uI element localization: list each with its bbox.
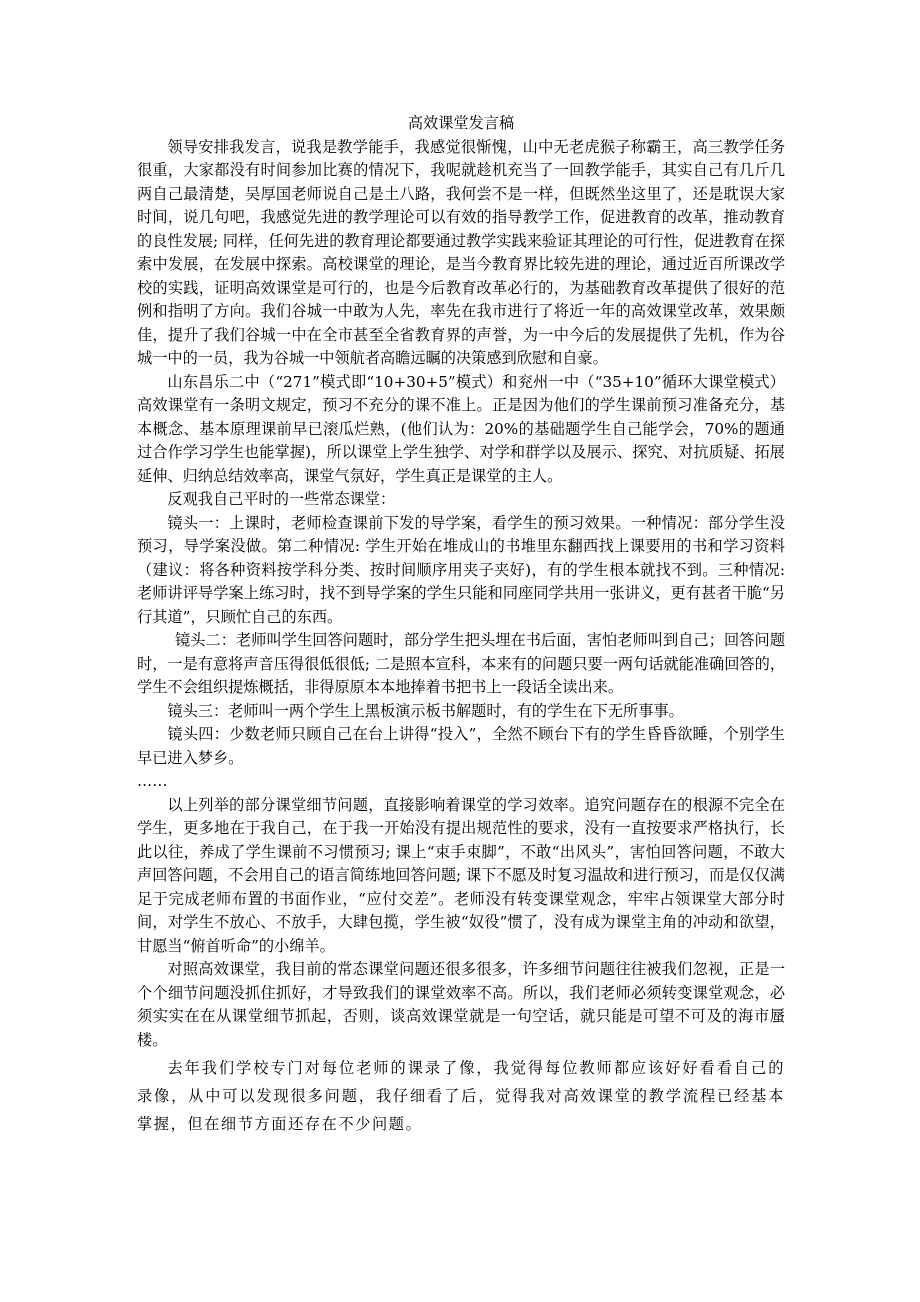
document-page — [137, 112, 785, 1138]
paragraph-reflection: 反观我自己平时的一些常态课堂： — [167, 490, 396, 508]
paragraph-scene-one: 镜头一：上课时，老师检查课前下发的导学案，看学生的预习效果。一种情况：部分学生没预习，导学案没做。第二种情况: 学生开始在堆成山的书堆里东翻西找上课要用的书和学习资料（建议：将各种资料按学科分类、按时间顺序用夹子夹好)，有的学生根本就找不到。三种情况: 老师讲评导学案上练习时，找不到导学案的学生只能和同座同学共用一张讲义，更有甚者干脆“另行其道”，只顾忙自己的东西。 — [137, 513, 785, 626]
paragraph-conclusion: 对照高效课堂，我目前的常态课堂问题还很多很多，许多细节问题往往被我们忽视，正是一个个细节问题没抓住抓好，才导致我们的课堂效率不高。所以，我们老师必须转变课堂观念，必须实实在在从课堂细节抓起，否则，谈高效课堂就是一句空话，就只能是可望不可及的海市蜃楼。 — [137, 960, 785, 1049]
paragraph-ellipsis: …… — [137, 772, 168, 790]
document-title: 高效课堂发言稿 — [407, 114, 515, 132]
paragraph-scene-three: 镜头三：老师叫一两个学生上黑板演示板书解题时，有的学生在下无所事事。 — [167, 701, 684, 720]
paragraph-analysis: 以上列举的部分课堂细节问题，直接影响着课堂的学习效率。追究问题存在的根源不完全在学生，更多地在于我自己，在于我一开始没有提出规范性的要求，没有一直按要求严格执行，长此以往，养成了学生课前不习惯预习; 课上“束手束脚”，不敢“出风头”，害怕回答问题，不敢大声回答问题，不会用自己的语言简练地回答问题; 课下不愿及时复习温故和进行预习，而是仅仅满足于完成老师布置的书面作业，“应付交差”。老师没有转变课堂观念，牢牢占领课堂大部分时间，对学生不放心、不放手，大肆包揽，学生被“奴役”惯了，没有成为课堂主角的冲动和欲望，甘愿当“俯首听命”的小绵羊。 — [137, 795, 785, 955]
paragraph-intro: 领导安排我发言，说我是教学能手，我感觉很惭愧，山中无老虎猴子称霸王，高三教学任务很重，大家都没有时间参加比赛的情况下，我呢就趁机充当了一回教学能手，其实自己有几斤几两自己最清楚，吴厚国老师说自己是土八路，我何尝不是一样，但既然坐这里了，还是耽误大家时间，说几句吧，我感觉先进的教学理论可以有效的指导教学工作，促进教育的改革，推动教育的良性发展; 同样，任何先进的教育理论都要通过教学实践来验证其理论的可行性，促进教育在探索中发展，在发展中探索。高校课堂的理论，是当今教育界比较先进的理论，通过近百所课改学校的实践，证明高效课堂是可行的，也是今后教育改革必行的，为基础教育改革提供了很好的范例和指明了方向。我们谷城一中敢为人先，率先在我市进行了将近一年的高效课堂改革，效果颇佳，提升了我们谷城一中在全市甚至全省教育界的声誉，为一中今后的发展提供了先机，作为谷城一中的一员，我为谷城一中领航者高瞻远瞩的决策感到欣慰和自豪。 — [137, 137, 785, 367]
paragraph-scene-four: 镜头四：少数老师只顾自己在台上讲得“投入”，全然不顾台下有的学生昏昏欲睡，个别学生早已进入梦乡。 — [137, 725, 785, 767]
paragraph-scene-two: 镜头二：老师叫学生回答问题时，部分学生把头埋在书后面，害怕老师叫到自己；回答问题时，一是有意将声音压得很低很低; 二是照本宣科，本来有的问题只要一两句话就能准确回答的，学生不会组织提炼概括，非得原原本本地捧着书把书上一段话全读出来。 — [137, 631, 785, 696]
paragraph-schools: 山东昌乐二中（“271”模式即“10+30+5”模式）和兖州一中（“35+10”循环大课堂模式）高效课堂有一条明文规定，预习不充分的课不准上。正是因为他们的学生课前预习准备充分，基本概念、基本原理课前早已滚瓜烂熟，(他们认为：20%的基础题学生自己能学会，70%的题通过合作学习学生也能掌握)，所以课堂上学生独学、对学和群学以及展示、探究、对抗质疑、拓展延伸、归纳总结效率高，课堂气氛好，学生真正是课堂的主人。 — [137, 372, 785, 485]
paragraph-recording: 去年我们学校专门对每位老师的课录了像，我觉得每位教师都应该好好看看自己的录像，从中可以发现很多问题，我仔细看了后，觉得我对高效课堂的教学流程已经基本掌握，但在细节方面还存在不少问题。 — [137, 1059, 785, 1133]
